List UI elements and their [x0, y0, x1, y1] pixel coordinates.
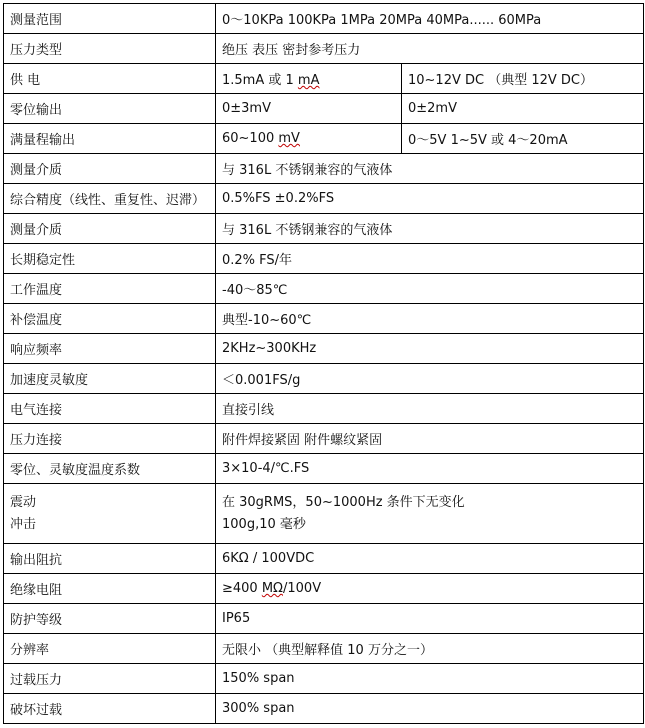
- vibration-value: 在 30gRMS，50~1000Hz 条件下无变化: [222, 494, 465, 510]
- row-value: 与 316L 不锈钢兼容的气液体: [216, 154, 644, 184]
- row-value: [216, 484, 644, 544]
- row-label: 输出阻抗: [4, 544, 216, 574]
- vibration-label: 震动: [10, 494, 37, 510]
- shock-value: 100g,10 毫秒: [222, 516, 306, 532]
- row-value: 150% span: [216, 664, 644, 694]
- row-value: 3×10-4/℃.FS: [216, 454, 644, 484]
- row-label: 综合精度（线性、重复性、迟滞）: [4, 184, 216, 214]
- table-row: [4, 394, 644, 424]
- value-text: ≥400: [222, 581, 262, 596]
- row-value-a: [216, 124, 402, 154]
- table-row: [4, 34, 644, 64]
- table-row: [4, 664, 644, 694]
- row-value: 直接引线: [216, 394, 644, 424]
- row-value: 300% span: [216, 694, 644, 724]
- row-label: 零位、灵敏度温度系数: [4, 454, 216, 484]
- table-row: [4, 454, 644, 484]
- spec-table: [3, 3, 644, 724]
- table-row: [4, 544, 644, 574]
- row-value: [216, 574, 644, 604]
- table-row: [4, 64, 644, 94]
- row-label: [4, 484, 216, 544]
- row-value-b: 0～5V 1~5V 或 4～20mA: [402, 124, 644, 154]
- table-row: [4, 634, 644, 664]
- row-value: 0～10KPa 100KPa 1MPa 20MPa 40MPa...... 60MPa: [216, 4, 644, 34]
- table-row: [4, 94, 644, 124]
- value-text: 1.5mA 或 1: [222, 73, 298, 88]
- table-row: [4, 184, 644, 214]
- row-label: 电气连接: [4, 394, 216, 424]
- row-label: 工作温度: [4, 274, 216, 304]
- row-value: 0.5%FS ±0.2%FS: [216, 184, 644, 214]
- row-label: 防护等级: [4, 604, 216, 634]
- table-row: [4, 334, 644, 364]
- row-value: 0.2% FS/年: [216, 244, 644, 274]
- value-text: /100V: [283, 581, 322, 596]
- table-row: [4, 364, 644, 394]
- row-label: 补偿温度: [4, 304, 216, 334]
- table-row: [4, 484, 644, 544]
- table-row: [4, 4, 644, 34]
- table-row: [4, 214, 644, 244]
- row-value: ＜0.001FS/g: [216, 364, 644, 394]
- row-value-a: 0±3mV: [216, 94, 402, 124]
- row-label: 测量介质: [4, 154, 216, 184]
- row-label: 零位输出: [4, 94, 216, 124]
- row-label: 破坏过载: [4, 694, 216, 724]
- value-text: 60~100: [222, 131, 279, 146]
- row-label: 加速度灵敏度: [4, 364, 216, 394]
- row-value: 2KHz~300KHz: [216, 334, 644, 364]
- row-value-b: 10~12V DC （典型 12V DC）: [402, 64, 644, 94]
- row-label: 测量范围: [4, 4, 216, 34]
- spellcheck-marked-text: mA: [297, 73, 320, 88]
- table-row: [4, 154, 644, 184]
- row-value: -40～85℃: [216, 274, 644, 304]
- spellcheck-marked-text: MΩ: [261, 581, 283, 596]
- row-value: 附件焊接紧固 附件螺纹紧固: [216, 424, 644, 454]
- row-value-b: 0±2mV: [402, 94, 644, 124]
- spellcheck-marked-text: mV: [278, 131, 300, 146]
- row-value: 典型-10~60℃: [216, 304, 644, 334]
- row-label: 压力连接: [4, 424, 216, 454]
- table-row: [4, 244, 644, 274]
- row-value: 与 316L 不锈钢兼容的气液体: [216, 214, 644, 244]
- row-label: 压力类型: [4, 34, 216, 64]
- row-label: 满量程输出: [4, 124, 216, 154]
- row-label: 长期稳定性: [4, 244, 216, 274]
- row-value: 无限小 （典型解释值 10 万分之一）: [216, 634, 644, 664]
- table-row: [4, 304, 644, 334]
- row-label: 测量介质: [4, 214, 216, 244]
- row-value: IP65: [216, 604, 644, 634]
- table-row: [4, 694, 644, 724]
- table-row: [4, 604, 644, 634]
- table-row: [4, 124, 644, 154]
- shock-label: 冲击: [10, 516, 37, 532]
- row-label: 分辨率: [4, 634, 216, 664]
- table-row: [4, 424, 644, 454]
- row-value-a: [216, 64, 402, 94]
- row-value: 绝压 表压 密封参考压力: [216, 34, 644, 64]
- table-row: [4, 274, 644, 304]
- row-label: 响应频率: [4, 334, 216, 364]
- row-label: 绝缘电阻: [4, 574, 216, 604]
- row-label: 过载压力: [4, 664, 216, 694]
- table-row: [4, 574, 644, 604]
- row-label: 供 电: [4, 64, 216, 94]
- row-value: 6KΩ / 100VDC: [216, 544, 644, 574]
